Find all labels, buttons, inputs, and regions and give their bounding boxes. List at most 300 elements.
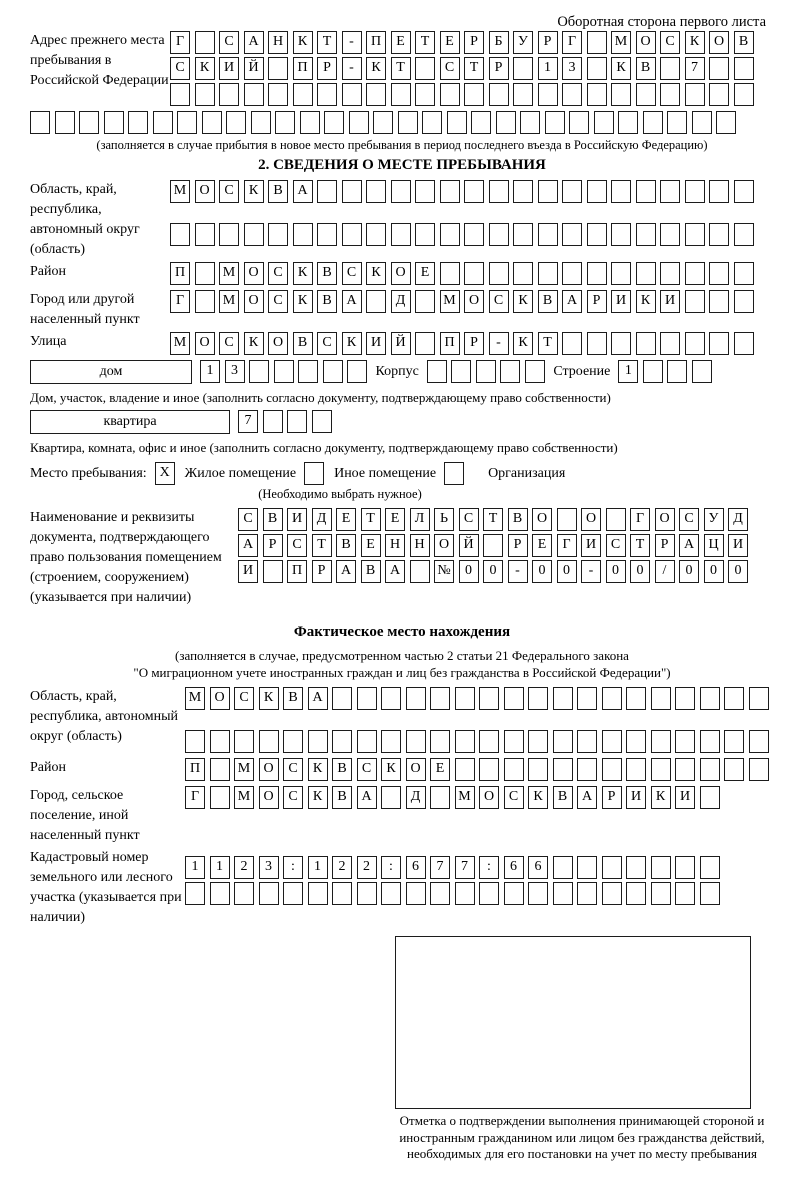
char-cell[interactable] (660, 262, 680, 285)
char-cell[interactable]: А (679, 534, 699, 557)
char-cell[interactable] (430, 786, 450, 809)
char-cell[interactable] (557, 508, 577, 531)
char-cell[interactable] (685, 290, 705, 313)
char-cell[interactable] (709, 180, 729, 203)
char-cell[interactable] (724, 758, 744, 781)
char-cell[interactable] (700, 882, 720, 905)
char-cell[interactable]: Р (317, 57, 337, 80)
char-cell[interactable]: 2 (332, 856, 352, 879)
char-cell[interactable]: Т (538, 332, 558, 355)
char-cell[interactable]: Т (391, 57, 411, 80)
char-cell[interactable]: Г (170, 31, 190, 54)
char-cell[interactable]: И (660, 290, 680, 313)
char-cell[interactable] (283, 882, 303, 905)
char-cell[interactable]: А (577, 786, 597, 809)
char-cell[interactable]: И (581, 534, 601, 557)
char-cell[interactable] (538, 83, 558, 106)
char-cell[interactable] (700, 786, 720, 809)
char-cell[interactable] (406, 687, 426, 710)
char-cell[interactable] (700, 758, 720, 781)
char-cell[interactable] (79, 111, 99, 134)
char-cell[interactable] (244, 223, 264, 246)
char-cell[interactable] (195, 83, 215, 106)
char-cell[interactable] (398, 111, 418, 134)
char-cell[interactable]: С (679, 508, 699, 531)
char-cell[interactable] (357, 882, 377, 905)
char-cell[interactable]: И (728, 534, 748, 557)
char-cell[interactable] (553, 730, 573, 753)
char-cell[interactable] (660, 83, 680, 106)
char-cell[interactable] (153, 111, 173, 134)
char-cell[interactable] (415, 180, 435, 203)
char-cell[interactable] (618, 111, 638, 134)
char-cell[interactable]: - (581, 560, 601, 583)
char-cell[interactable] (287, 410, 307, 433)
char-cell[interactable] (685, 332, 705, 355)
char-cell[interactable] (332, 730, 352, 753)
char-cell[interactable] (734, 262, 754, 285)
char-cell[interactable]: С (606, 534, 626, 557)
char-cell[interactable] (308, 730, 328, 753)
char-cell[interactable]: С (219, 332, 239, 355)
char-cell[interactable] (489, 83, 509, 106)
char-cell[interactable]: / (655, 560, 675, 583)
char-cell[interactable] (602, 856, 622, 879)
char-cell[interactable] (651, 882, 671, 905)
char-cell[interactable] (660, 223, 680, 246)
char-cell[interactable] (430, 730, 450, 753)
char-cell[interactable] (685, 223, 705, 246)
char-cell[interactable] (562, 180, 582, 203)
char-cell[interactable]: 0 (679, 560, 699, 583)
char-cell[interactable]: О (244, 262, 264, 285)
char-cell[interactable]: 7 (238, 410, 258, 433)
char-cell[interactable] (626, 856, 646, 879)
char-cell[interactable] (202, 111, 222, 134)
char-cell[interactable] (626, 730, 646, 753)
char-cell[interactable]: М (219, 290, 239, 313)
char-cell[interactable]: О (479, 786, 499, 809)
char-cell[interactable]: 7 (685, 57, 705, 80)
char-cell[interactable] (675, 687, 695, 710)
char-cell[interactable]: М (219, 262, 239, 285)
char-cell[interactable] (479, 882, 499, 905)
char-cell[interactable] (685, 83, 705, 106)
char-cell[interactable]: 0 (630, 560, 650, 583)
char-cell[interactable] (464, 180, 484, 203)
char-cell[interactable] (234, 882, 254, 905)
char-cell[interactable]: М (234, 758, 254, 781)
char-cell[interactable]: О (244, 290, 264, 313)
char-cell[interactable]: К (259, 687, 279, 710)
char-cell[interactable] (210, 786, 230, 809)
char-cell[interactable]: 0 (483, 560, 503, 583)
char-cell[interactable]: М (185, 687, 205, 710)
char-cell[interactable]: К (381, 758, 401, 781)
char-cell[interactable]: Р (263, 534, 283, 557)
char-cell[interactable] (734, 290, 754, 313)
char-cell[interactable]: Р (538, 31, 558, 54)
char-cell[interactable]: О (195, 332, 215, 355)
char-cell[interactable] (357, 687, 377, 710)
char-cell[interactable]: Е (532, 534, 552, 557)
char-cell[interactable]: С (238, 508, 258, 531)
char-cell[interactable]: 1 (185, 856, 205, 879)
char-cell[interactable] (479, 758, 499, 781)
char-cell[interactable]: А (293, 180, 313, 203)
char-cell[interactable]: С (459, 508, 479, 531)
char-cell[interactable]: Р (587, 290, 607, 313)
char-cell[interactable]: 0 (459, 560, 479, 583)
char-cell[interactable] (504, 882, 524, 905)
char-cell[interactable]: К (342, 332, 362, 355)
char-cell[interactable] (440, 223, 460, 246)
char-cell[interactable] (415, 223, 435, 246)
char-cell[interactable] (170, 83, 190, 106)
char-cell[interactable] (734, 57, 754, 80)
char-cell[interactable] (675, 758, 695, 781)
char-cell[interactable]: 0 (704, 560, 724, 583)
char-cell[interactable]: 1 (538, 57, 558, 80)
char-cell[interactable]: С (219, 180, 239, 203)
char-cell[interactable] (415, 332, 435, 355)
char-cell[interactable] (651, 730, 671, 753)
char-cell[interactable]: Л (410, 508, 430, 531)
char-cell[interactable]: Е (336, 508, 356, 531)
char-cell[interactable]: В (734, 31, 754, 54)
char-cell[interactable]: Е (430, 758, 450, 781)
char-cell[interactable] (268, 57, 288, 80)
char-cell[interactable] (342, 223, 362, 246)
char-cell[interactable]: О (391, 262, 411, 285)
char-cell[interactable]: К (611, 57, 631, 80)
char-cell[interactable]: А (357, 786, 377, 809)
char-cell[interactable] (660, 332, 680, 355)
char-cell[interactable]: К (244, 180, 264, 203)
char-cell[interactable] (577, 730, 597, 753)
char-cell[interactable] (489, 180, 509, 203)
char-cell[interactable] (685, 180, 705, 203)
char-cell[interactable] (195, 31, 215, 54)
organization-checkbox[interactable] (444, 462, 464, 485)
char-cell[interactable] (170, 223, 190, 246)
char-cell[interactable]: О (259, 758, 279, 781)
char-cell[interactable]: Е (391, 31, 411, 54)
char-cell[interactable]: Д (312, 508, 332, 531)
char-cell[interactable] (636, 332, 656, 355)
char-cell[interactable] (611, 332, 631, 355)
char-cell[interactable] (381, 786, 401, 809)
char-cell[interactable]: 0 (606, 560, 626, 583)
char-cell[interactable] (440, 262, 460, 285)
char-cell[interactable]: О (434, 534, 454, 557)
char-cell[interactable] (177, 111, 197, 134)
char-cell[interactable] (606, 508, 626, 531)
char-cell[interactable] (219, 83, 239, 106)
char-cell[interactable] (553, 687, 573, 710)
char-cell[interactable]: С (504, 786, 524, 809)
char-cell[interactable] (298, 360, 318, 383)
char-cell[interactable] (244, 83, 264, 106)
char-cell[interactable] (263, 410, 283, 433)
char-cell[interactable] (210, 758, 230, 781)
char-cell[interactable]: Т (312, 534, 332, 557)
char-cell[interactable] (293, 83, 313, 106)
char-cell[interactable] (415, 83, 435, 106)
char-cell[interactable]: Н (385, 534, 405, 557)
char-cell[interactable] (464, 262, 484, 285)
char-cell[interactable]: С (283, 758, 303, 781)
char-cell[interactable]: К (651, 786, 671, 809)
char-cell[interactable]: Е (361, 534, 381, 557)
char-cell[interactable] (455, 687, 475, 710)
char-cell[interactable]: С (234, 687, 254, 710)
char-cell[interactable] (675, 856, 695, 879)
char-cell[interactable] (275, 111, 295, 134)
char-cell[interactable] (528, 687, 548, 710)
char-cell[interactable]: К (528, 786, 548, 809)
char-cell[interactable]: М (234, 786, 254, 809)
char-cell[interactable] (366, 83, 386, 106)
char-cell[interactable] (274, 360, 294, 383)
char-cell[interactable]: Е (440, 31, 460, 54)
char-cell[interactable]: В (553, 786, 573, 809)
char-cell[interactable] (667, 111, 687, 134)
char-cell[interactable] (195, 290, 215, 313)
char-cell[interactable] (373, 111, 393, 134)
char-cell[interactable] (587, 83, 607, 106)
char-cell[interactable] (626, 687, 646, 710)
char-cell[interactable] (415, 57, 435, 80)
char-cell[interactable] (440, 83, 460, 106)
char-cell[interactable]: 3 (562, 57, 582, 80)
char-cell[interactable]: С (283, 786, 303, 809)
char-cell[interactable]: 6 (528, 856, 548, 879)
char-cell[interactable] (651, 758, 671, 781)
char-cell[interactable]: : (283, 856, 303, 879)
char-cell[interactable]: 7 (455, 856, 475, 879)
char-cell[interactable]: К (513, 290, 533, 313)
char-cell[interactable]: М (170, 180, 190, 203)
char-cell[interactable] (406, 882, 426, 905)
char-cell[interactable]: С (660, 31, 680, 54)
char-cell[interactable] (692, 111, 712, 134)
char-cell[interactable] (391, 180, 411, 203)
char-cell[interactable] (716, 111, 736, 134)
char-cell[interactable] (553, 882, 573, 905)
char-cell[interactable] (577, 758, 597, 781)
char-cell[interactable] (709, 83, 729, 106)
char-cell[interactable] (528, 730, 548, 753)
char-cell[interactable]: О (259, 786, 279, 809)
char-cell[interactable] (700, 730, 720, 753)
char-cell[interactable]: Д (391, 290, 411, 313)
char-cell[interactable] (479, 687, 499, 710)
char-cell[interactable] (562, 332, 582, 355)
char-cell[interactable] (675, 882, 695, 905)
char-cell[interactable] (602, 730, 622, 753)
char-cell[interactable]: Ц (704, 534, 724, 557)
char-cell[interactable] (500, 360, 520, 383)
char-cell[interactable] (234, 730, 254, 753)
char-cell[interactable]: О (195, 180, 215, 203)
char-cell[interactable]: К (293, 290, 313, 313)
char-cell[interactable]: Р (464, 332, 484, 355)
char-cell[interactable]: Б (489, 31, 509, 54)
char-cell[interactable]: В (332, 786, 352, 809)
char-cell[interactable]: П (440, 332, 460, 355)
char-cell[interactable] (611, 180, 631, 203)
char-cell[interactable]: Ь (434, 508, 454, 531)
char-cell[interactable]: В (336, 534, 356, 557)
char-cell[interactable]: И (238, 560, 258, 583)
char-cell[interactable] (513, 83, 533, 106)
char-cell[interactable] (749, 730, 769, 753)
char-cell[interactable]: Е (385, 508, 405, 531)
char-cell[interactable]: В (268, 180, 288, 203)
char-cell[interactable]: К (293, 262, 313, 285)
char-cell[interactable]: С (268, 262, 288, 285)
char-cell[interactable] (513, 180, 533, 203)
char-cell[interactable] (504, 758, 524, 781)
char-cell[interactable] (636, 180, 656, 203)
char-cell[interactable] (562, 262, 582, 285)
char-cell[interactable] (476, 360, 496, 383)
char-cell[interactable]: М (440, 290, 460, 313)
char-cell[interactable] (410, 560, 430, 583)
char-cell[interactable]: Г (185, 786, 205, 809)
char-cell[interactable]: О (464, 290, 484, 313)
char-cell[interactable] (675, 730, 695, 753)
char-cell[interactable] (249, 360, 269, 383)
char-cell[interactable]: Т (483, 508, 503, 531)
char-cell[interactable] (587, 332, 607, 355)
char-cell[interactable]: П (185, 758, 205, 781)
char-cell[interactable] (342, 83, 362, 106)
char-cell[interactable]: - (342, 57, 362, 80)
char-cell[interactable]: 1 (308, 856, 328, 879)
char-cell[interactable] (381, 730, 401, 753)
char-cell[interactable]: К (366, 262, 386, 285)
char-cell[interactable] (513, 262, 533, 285)
char-cell[interactable] (538, 262, 558, 285)
char-cell[interactable]: В (263, 508, 283, 531)
char-cell[interactable]: К (195, 57, 215, 80)
char-cell[interactable] (317, 223, 337, 246)
char-cell[interactable] (734, 223, 754, 246)
char-cell[interactable] (381, 687, 401, 710)
char-cell[interactable]: - (508, 560, 528, 583)
char-cell[interactable]: А (308, 687, 328, 710)
char-cell[interactable] (422, 111, 442, 134)
char-cell[interactable] (734, 332, 754, 355)
char-cell[interactable]: Т (415, 31, 435, 54)
char-cell[interactable] (553, 758, 573, 781)
char-cell[interactable] (479, 730, 499, 753)
char-cell[interactable] (602, 758, 622, 781)
char-cell[interactable]: Г (557, 534, 577, 557)
char-cell[interactable]: К (513, 332, 533, 355)
char-cell[interactable] (268, 223, 288, 246)
char-cell[interactable] (749, 687, 769, 710)
char-cell[interactable] (195, 223, 215, 246)
char-cell[interactable]: В (361, 560, 381, 583)
char-cell[interactable]: С (440, 57, 460, 80)
char-cell[interactable]: Т (464, 57, 484, 80)
other-premises-checkbox[interactable] (304, 462, 324, 485)
char-cell[interactable]: А (244, 31, 264, 54)
char-cell[interactable]: П (287, 560, 307, 583)
char-cell[interactable] (724, 687, 744, 710)
char-cell[interactable] (308, 882, 328, 905)
char-cell[interactable] (415, 290, 435, 313)
char-cell[interactable] (709, 57, 729, 80)
char-cell[interactable]: В (538, 290, 558, 313)
char-cell[interactable] (496, 111, 516, 134)
char-cell[interactable] (430, 687, 450, 710)
char-cell[interactable]: К (366, 57, 386, 80)
char-cell[interactable] (293, 223, 313, 246)
char-cell[interactable] (185, 882, 205, 905)
char-cell[interactable] (643, 111, 663, 134)
char-cell[interactable] (651, 687, 671, 710)
char-cell[interactable]: О (636, 31, 656, 54)
char-cell[interactable] (332, 882, 352, 905)
char-cell[interactable] (577, 882, 597, 905)
char-cell[interactable]: - (342, 31, 362, 54)
char-cell[interactable] (366, 290, 386, 313)
char-cell[interactable]: Н (410, 534, 430, 557)
char-cell[interactable]: О (709, 31, 729, 54)
char-cell[interactable]: С (219, 31, 239, 54)
char-cell[interactable] (504, 730, 524, 753)
char-cell[interactable] (312, 410, 332, 433)
char-cell[interactable]: У (513, 31, 533, 54)
char-cell[interactable]: И (675, 786, 695, 809)
char-cell[interactable]: П (366, 31, 386, 54)
char-cell[interactable] (525, 360, 545, 383)
char-cell[interactable] (749, 758, 769, 781)
char-cell[interactable]: К (636, 290, 656, 313)
char-cell[interactable] (455, 730, 475, 753)
char-cell[interactable]: Т (630, 534, 650, 557)
char-cell[interactable] (471, 111, 491, 134)
char-cell[interactable]: Р (464, 31, 484, 54)
char-cell[interactable] (528, 882, 548, 905)
char-cell[interactable] (55, 111, 75, 134)
char-cell[interactable] (447, 111, 467, 134)
char-cell[interactable]: Е (415, 262, 435, 285)
char-cell[interactable]: С (287, 534, 307, 557)
char-cell[interactable] (210, 730, 230, 753)
char-cell[interactable] (504, 687, 524, 710)
char-cell[interactable] (700, 856, 720, 879)
char-cell[interactable]: О (210, 687, 230, 710)
char-cell[interactable]: Г (562, 31, 582, 54)
char-cell[interactable] (226, 111, 246, 134)
char-cell[interactable]: 6 (406, 856, 426, 879)
char-cell[interactable] (455, 882, 475, 905)
char-cell[interactable] (636, 83, 656, 106)
char-cell[interactable]: Й (459, 534, 479, 557)
char-cell[interactable]: О (532, 508, 552, 531)
char-cell[interactable]: В (317, 262, 337, 285)
char-cell[interactable]: Р (508, 534, 528, 557)
char-cell[interactable] (636, 262, 656, 285)
char-cell[interactable]: А (385, 560, 405, 583)
char-cell[interactable]: А (336, 560, 356, 583)
char-cell[interactable] (709, 223, 729, 246)
